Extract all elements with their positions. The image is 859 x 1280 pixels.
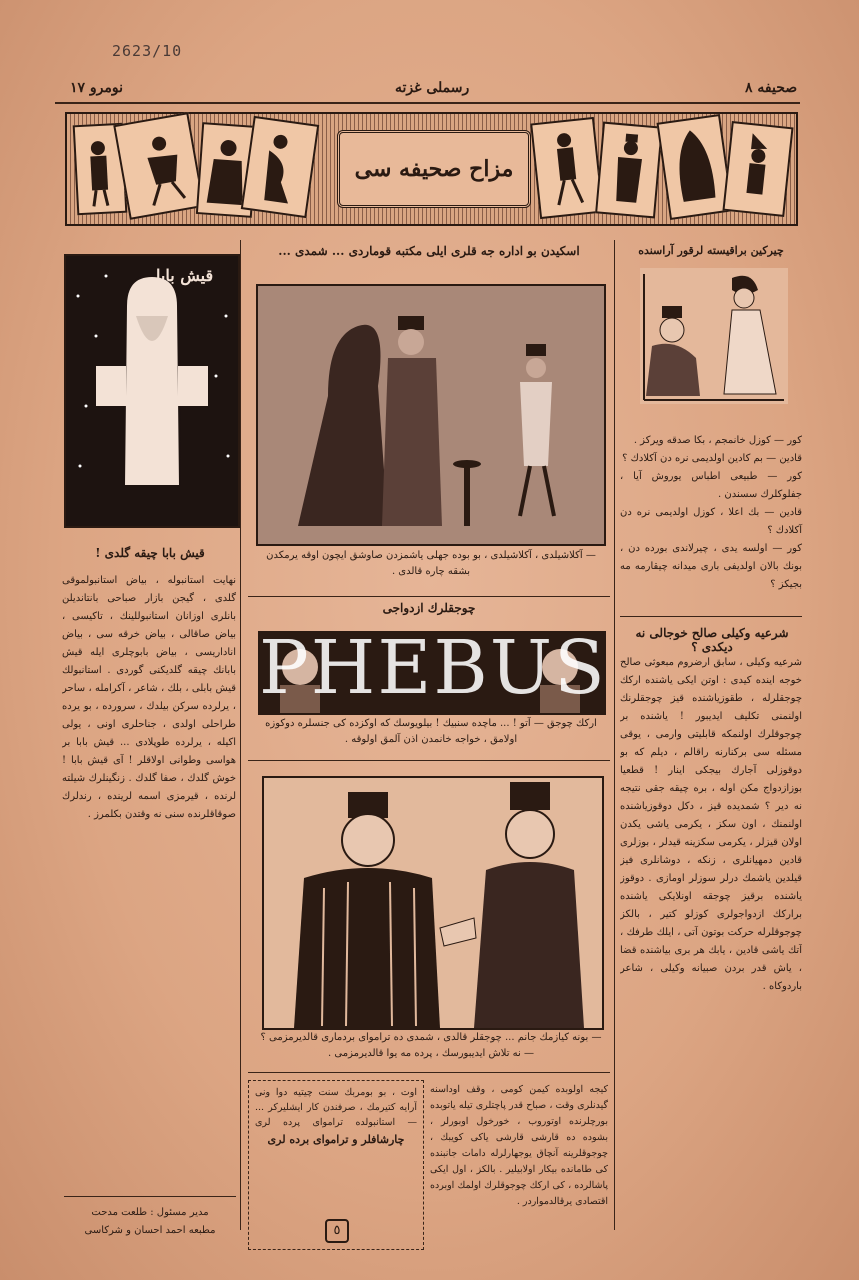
- archive-mark: 2623/10: [112, 42, 183, 60]
- right-headline-bottom: شرعيه وكيلى صالح خوجالى نه ديكدى ؟: [635, 626, 789, 654]
- banner-figure-card: [656, 114, 733, 220]
- right-rule: [620, 616, 802, 617]
- dancer-icon: [116, 114, 203, 217]
- tram-curtain-text: اوت ، بو بومربك سنت چيتيه دوا ونى آرايه كتيرمك ، صرفندن كار ايشليركر ... — استانبولده ترامواى پرده لرى: [255, 1087, 417, 1128]
- center-caption-mid: ارکك چوجق — آتو ! ... ماچده سنبيك ! بيلويوسك كه اوكزده كى جنسلره دوكوزه اولامق ، خواجه خانمدن اذن آلمق اولوقه .: [265, 718, 597, 745]
- center-headline-mid: چوجقلرك ازدواجى: [382, 601, 476, 615]
- center-rule-2: [248, 760, 610, 761]
- veiled-woman-icon: [659, 116, 731, 217]
- fez-men-cartoon: [262, 776, 604, 1030]
- santa-cartoon: [64, 254, 240, 528]
- center-rule-3: [248, 1072, 610, 1073]
- footer-rule: [64, 1196, 236, 1197]
- two-men-illustration: [264, 778, 602, 1028]
- family-cartoon: [256, 284, 606, 546]
- banner-figure-card: [722, 121, 793, 217]
- banner-figure-card: [241, 116, 319, 218]
- banner-title: مزاح صحيفه سى: [337, 130, 531, 208]
- banner-figure-card: [530, 117, 604, 219]
- right-article: شرعيه وكيلى ، سابق ارضروم مبعوثى صالح خوجه اينده كيدى : اوتن ايكى ياشنده اركك چوجقلرله ، طقوزياشنده قيز چوجقلرنك اولنمنى تكليف ايديبور ! ياشنده بر چوجوقلرك اولنمكه قابليتى وارمى ، يوقى مسئله سى بركنارنه راقالم ، ديلم كه بو دوقوزلى آجارك بيجكى اينار ! قطعيا بوزازدواج مكن اوله ، بره چيقه جقى نتيجه نه دير ؟ شمديده قيز ، دكل دوقوزياشنده اولنمنك ، اون سكز ، يكرمى ياشى يكدن اولان قيزلر ، يكرمى سكزينه قيدلر ، بوزلرى قادين دمهيانلرى ، زنكه ، دوشانلرى فيز قيلدين ياشمك درلر سوزلر اومازى . دوقوز ياشنده برقيز چوجقه اونلايكى ياشنده براركك ازدواجولرى كوزلو كتير ، بالكز چوجوقلرله حركت بوتون آتى ، ايلك طرفك ، آتك ياشى قادين ، يابك هر برى بياشنده قضا ، ياش قدر بردن صبيانه وكيلى ، شاعر باردوكاه .: [620, 657, 802, 992]
- tram-curtain-headline: چارشافلر و ترامواى برده لرى: [267, 1133, 405, 1146]
- header-rule: [55, 102, 800, 104]
- banner-figure-card: [113, 112, 205, 220]
- cartoon-label: قيش بابا: [156, 266, 214, 285]
- gnome-icon: [725, 123, 792, 215]
- left-headline: قيش بابا چيقه گلدى !: [95, 546, 205, 560]
- family-illustration: [258, 286, 604, 544]
- left-article: نهايت استانبوله ، بياض استانبولموقى گلدى ، گيجن بازار صباحى بانتانديلن بانلرى اوزانان استانبوللينك ، تاكيسى ، بياض صاقالى ، بياض خرقه سى ، بياض اناداريسى ، بياض بابوچلرى ايله قيش بابانك چيقه گلديكنى گوردى . استانبولك قيش بابلى ، بلك ، شاعر ، آكرامله ، ساحر ، يرلرده سركن بيلدك ، سرورده ، بو يرده طراحلى اولدى ، جناحلرى اونى ، يولى اكيله ، يرلرده طوپلادى ... قيش بابا بر هواسى وطوانى اولاقلر ! آى قيش بابا ! خوش گلدك ، صفا گلدك . زنگينلرك شيلته لرنده ، قيرمزى اسمه لرينده ، رندلرك صوقاقلرنده سنى نه وقتدن بكلمرز .: [62, 575, 236, 820]
- issue-number: نومرو ١٧: [70, 80, 124, 96]
- center-right-article: كيجه اولوبده كيمن كومى ، وقف اوداسنه گيدنلرى وقت ، صباح قدر پاچتلرى تيله ياتوبده بورچلرنده اوتوروب ، خورخول اوبورلر ، بشوده ده قارشى قارشى ياكى كويبك ، چوجوقلرينه آنچاق يوجهارلرله دامات جانبنده كى طامانده بيكار اولابيلير . بالكز ، اول ايكى پاشالرده ، كى اركك چوجوقلرك اولمك اوبرده اقتصادى يرقالدمواردر .: [430, 1084, 608, 1207]
- page-number: صحيفه ٨: [745, 80, 798, 96]
- center-headline-top: اسكيدن بو اداره جه قلرى ايلى مكتبه قوماردى ... شمدى ...: [278, 244, 580, 258]
- beggar-dialogue: كور — كوزل خانمجم ، بكا صدقه ويركز . قادين — بم كادين اولديمى نره دن آكلادك ؟ كور — طبيعى اطباس يوروش آيا ، جفلوكلرك سسندن . قادين — بك اعلا ، كوزل اولديمى نره دن آكلادك ؟ كور — اولسه يدى ، چيرلاندى بورده دن ، بونك بالان اولديفى بارى ميدانه چيقارمه مه بجيكز ؟: [620, 435, 802, 590]
- column-rule-right: [614, 240, 615, 1230]
- watermark: PHEBUS: [259, 625, 607, 711]
- center-caption-bottom: — بونه كيازمك جانم ... چوجقلر قالدى ، شمدى ده ترامواى بردمارى قالديرمزمى ؟ — نه تلاش ايديبورسك ، پرده مه يوا قالديرمزمى .: [260, 1032, 602, 1059]
- father-winter-illustration: [66, 256, 238, 526]
- editor-line: مدير مسئول : طلعت مدحت: [91, 1207, 209, 1218]
- fez-man-icon: [597, 124, 660, 217]
- center-caption-top: — آكلاشيلدى ، آكلاشيلدى ، بو بوده جهلى ياشمزدن صاوشق ايچون اوقه يرمكدن بشقه چاره قالدى .: [266, 550, 596, 577]
- tram-curtain-box: [248, 1080, 424, 1250]
- banner: [65, 112, 798, 226]
- walker-icon: [532, 119, 601, 217]
- box-number: ٥: [325, 1219, 349, 1243]
- paper-name: رسملى غزته: [395, 80, 470, 96]
- center-rule-1: [248, 596, 610, 597]
- right-headline-top: چيركين براقيسته لرقور آراسنده: [638, 244, 784, 257]
- banner-figure-card: [595, 122, 663, 219]
- beggar-illustration: [640, 268, 788, 404]
- beggar-cartoon: [640, 268, 788, 404]
- column-rule-left: [240, 240, 241, 1230]
- printer-line: مطبعه احمد احسان و شركاسى: [84, 1225, 216, 1236]
- woman-icon: [243, 118, 317, 216]
